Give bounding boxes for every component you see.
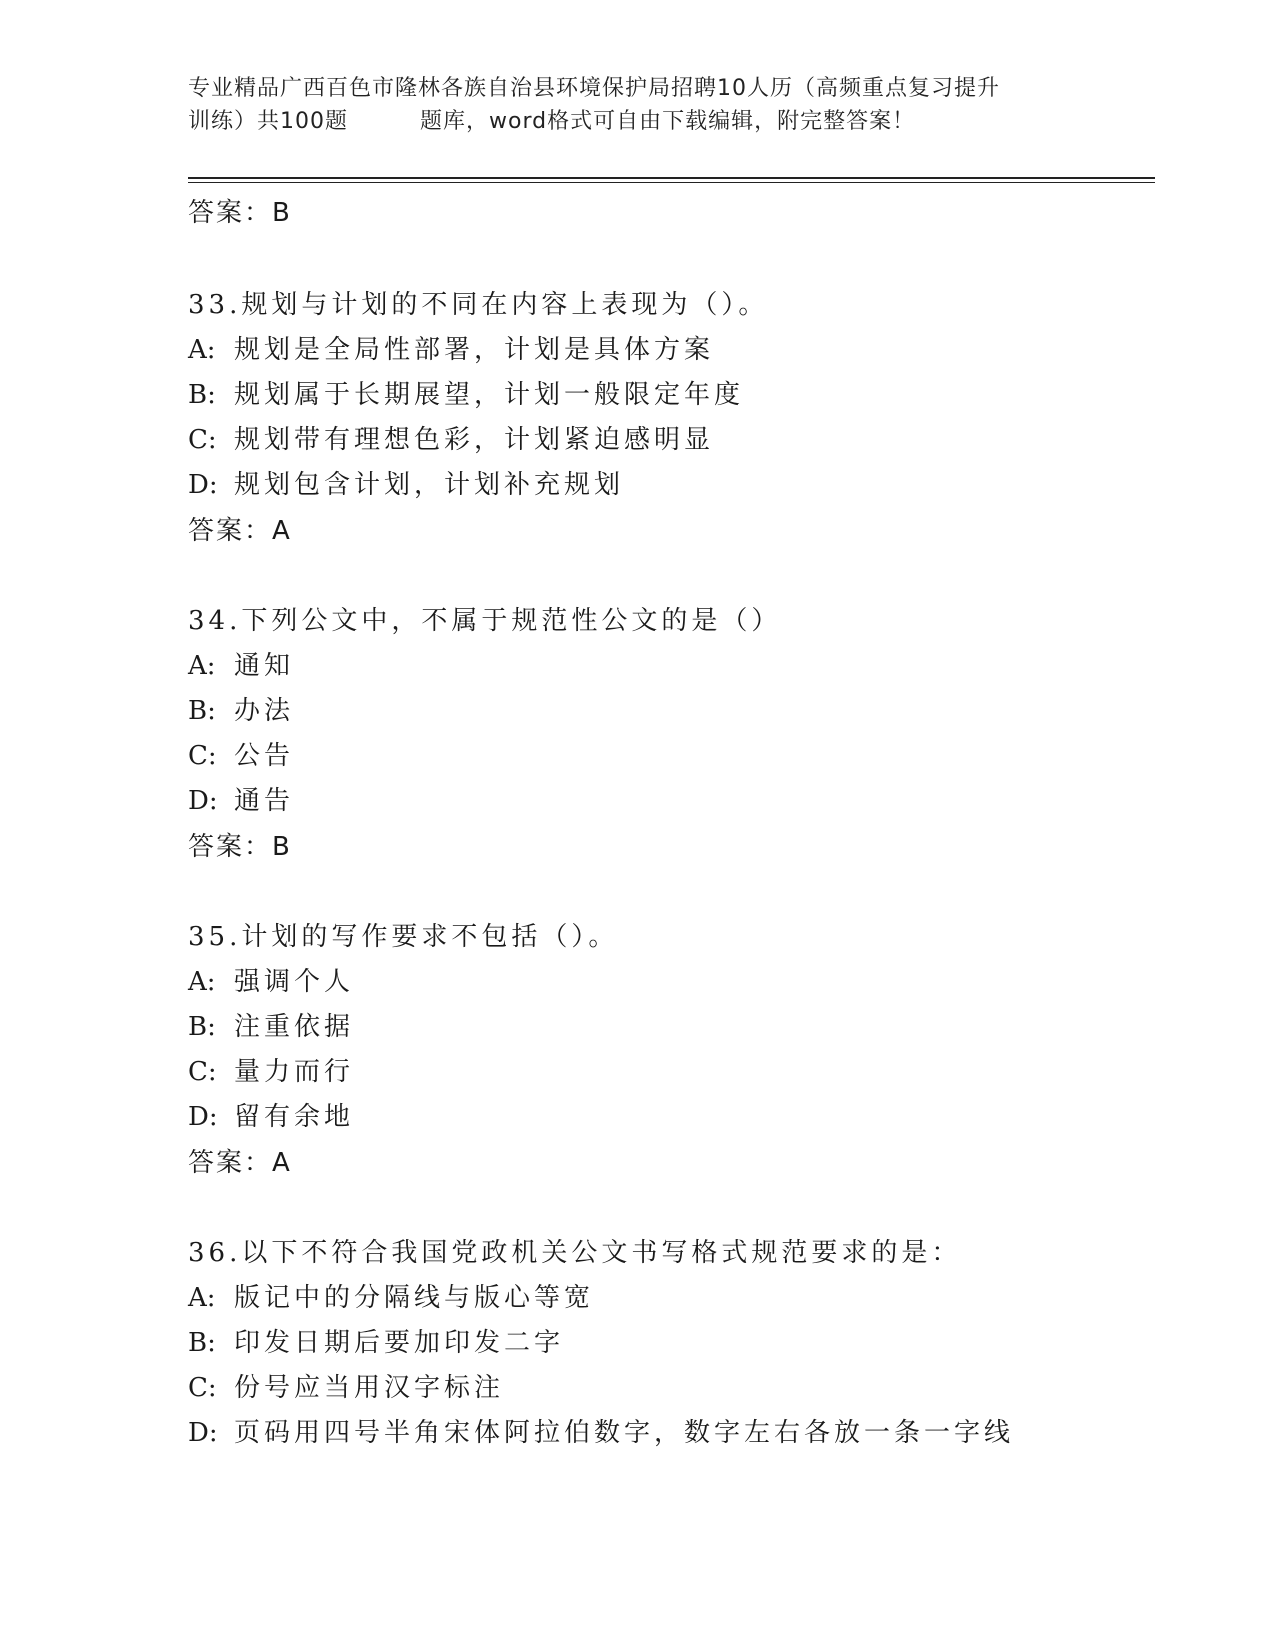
option-text: 公告 [234,741,295,771]
option-key: C: [188,1057,217,1087]
question-33-stem [188,282,1148,328]
option-text: 注重依据 [234,1012,355,1042]
answer-line-33 [188,508,1148,554]
option-c [188,1366,1148,1411]
answer-prefix: 答案： [188,1148,273,1178]
question-35-stem [188,914,1148,960]
question-text: 计划的写作要求不包括（）。 [241,922,619,952]
option-a [188,1276,1148,1321]
option-key: C: [188,1373,217,1403]
option-b [188,689,1148,734]
option-key: B: [188,380,216,410]
option-d [188,1411,1148,1456]
option-key: D: [188,1418,218,1448]
option-text: 留有余地 [234,1102,355,1132]
header-line-2 [188,105,1088,138]
option-c [188,734,1148,779]
spacer [188,554,1148,598]
option-text: 通知 [234,651,295,681]
spacer [188,238,1148,282]
option-text: 强调个人 [234,967,355,997]
option-text: 通告 [234,786,295,816]
option-key: C: [188,425,217,455]
option-d [188,1095,1148,1140]
option-text: 印发日期后要加印发二字 [234,1328,565,1358]
answer-line-35 [188,1140,1148,1186]
option-key: B: [188,696,216,726]
header-line-1: 专业精品广西百色市隆林各族自治县环境保护局招聘10人历（高频重点复习提升 [188,76,1000,101]
header-rule-thick [188,177,1155,179]
document-header [188,72,1088,138]
option-text: 页码用四号半角宋体阿拉伯数字，数字左右各放一条一字线 [234,1418,1015,1448]
answer-prefix: 答案： [188,516,273,546]
answer-value: B [272,832,292,862]
option-a [188,960,1148,1005]
option-key: A: [188,967,216,997]
option-a [188,328,1148,373]
option-c [188,1050,1148,1095]
question-text: 规划与计划的不同在内容上表现为（）。 [241,290,769,320]
question-number: 34. [188,606,242,636]
option-key: C: [188,741,217,771]
option-text: 规划包含计划，计划补充规划 [234,470,625,500]
option-b [188,1321,1148,1366]
question-text: 以下不符合我国党政机关公文书写格式规范要求的是： [241,1238,962,1268]
question-34-stem [188,598,1148,644]
answer-line-32 [188,190,1148,238]
header-line-2-part-1: 训练）共100题 [188,109,348,134]
answer-value: A [272,516,292,546]
question-text: 下列公文中，不属于规范性公文的是（） [241,606,782,636]
option-key: D: [188,1102,218,1132]
option-key: A: [188,651,216,681]
option-d [188,779,1148,824]
question-number: 33. [188,290,242,320]
answer-value: B [272,198,292,228]
answer-prefix: 答案： [188,832,273,862]
option-text: 办法 [234,696,295,726]
header-rule-thin [188,182,1155,183]
option-key: D: [188,470,218,500]
question-number: 35. [188,922,242,952]
spacer [188,870,1148,914]
option-text: 版记中的分隔线与版心等宽 [234,1283,595,1313]
header-line-2-part-2: 题库，word格式可自由下载编辑，附完整答案！ [420,109,916,134]
answer-value: A [272,1148,292,1178]
option-key: B: [188,1012,216,1042]
question-number: 36. [188,1238,242,1268]
option-c [188,418,1148,463]
question-36-stem [188,1230,1148,1276]
option-a [188,644,1148,689]
question-list [188,190,1148,1456]
answer-prefix: 答案： [188,198,273,228]
spacer [188,1186,1148,1230]
option-d [188,463,1148,508]
option-text: 份号应当用汉字标注 [234,1373,505,1403]
option-text: 规划属于长期展望，计划一般限定年度 [234,380,745,410]
option-key: D: [188,786,218,816]
option-text: 量力而行 [234,1057,355,1087]
option-b [188,373,1148,418]
option-key: A: [188,1283,216,1313]
option-key: B: [188,1328,216,1358]
answer-line-34 [188,824,1148,870]
option-text: 规划带有理想色彩，计划紧迫感明显 [234,425,715,455]
option-key: A: [188,335,216,365]
option-text: 规划是全局性部署，计划是具体方案 [234,335,715,365]
option-b [188,1005,1148,1050]
